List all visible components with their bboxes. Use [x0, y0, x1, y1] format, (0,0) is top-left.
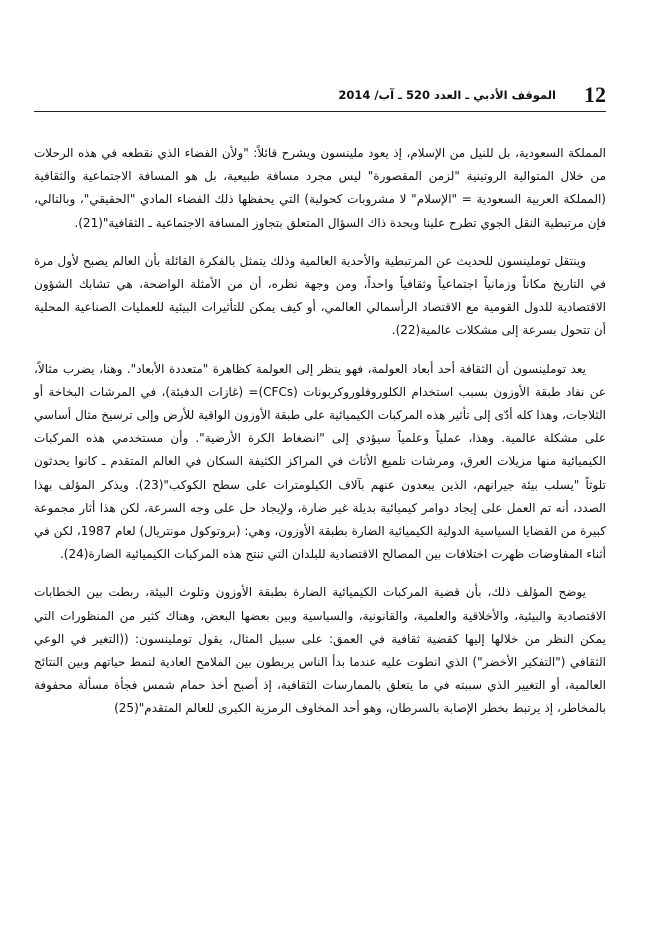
header-rule [34, 111, 606, 112]
paragraph: يوضح المؤلف ذلك، بأن قضية المركبات الكيميائية الضارة بطبقة الأوزون وتلوث البيئة، ربطت بين الخطابات الاقتصادية والبيئية، والأخلاقية والعلمية، والقانونية، والسياسية وبين بعضها البعض، وهناك كثير من المنظورات التي يمكن النظر من خلالها إليها كقضية ثقافية في العمق: على سبيل المثال، يقول توملينسون: ((التغير في الوعي الثقافي ("التفكير الأخضر") الذي انطوت عليه عندما بدأ الناس يربطون بين الملامح العادية لنمط حياتهم وبين النتائج العالمية، أو التغيير الذي سببته في ما يتعلق بالممارسات الثقافية، إذ أصبح أخذ حمام شمس فجأة مسألة محفوفة بالمخاطر، إذ يرتبط بخطر الإصابة بالسرطان، وهو أحد المخاوف الرمزية الكبرى للعالم المتقدم"(25) [34, 585, 606, 716]
article-body [34, 142, 606, 739]
paragraph: المملكة السعودية، بل للنيل من الإسلام، إذ يعود ملينسون ويشرح قائلاً: "ولأن الفضاء الذي نقطعه في هذه الرحلات من خلال المتوالية الروتينية "لزمن المقصورة" ليس مجرد مسافة طبيعية، بل هو المسافة الاجتماعية والثقافية (المملكة العربية السعودية = "الإسلام" لا مشروبات كحولية) التي يحفظها ذلك الفضاء المادي "الحقيقي"، وبالتالي، فإن مرتبطية النقل الجوي تطرح علينا وبحدة ذاك السؤال المتعلق بتجاوز المسافة الاجتماعية ـ الثقافية"(21). [34, 146, 606, 230]
paragraph: وينتقل توملينسون للحديث عن المرتبطية والأحدية العالمية وذلك يتمثل بالفكرة القائلة بأن العالم يصبح لأول مرة في التاريخ مكاناً وزمانياً اجتماعياً وثقافياً واحداً، ومن وجهة نظره، أن من الأمثلة الواضحة، هي تشابك الشؤون الاقتصادية للدول القومية مع الاقتصاد الرأسمالي العالمي، أو كيف يمكن للتأثيرات البيئية للعمليات الصناعية المحلية أن تتحول بسرعة إلى مشكلات عالمية(22). [34, 253, 606, 338]
paragraph: يعد توملينسون أن الثقافة أحد أبعاد العولمة، فهو ينظر إلى العولمة كظاهرة "متعددة الأبعاد". وهنا، يضرب مثالاً، عن نفاد طبقة الأوزون بسبب استخدام الكلوروفلوروكربونات (CFCs)= (غازات الدفيئة)، في المرشات البخاخة أو الثلاجات، وهذا كله أدّى إلى تأثير هذه المركبات الكيميائية على طبقة الأوزون الواقية للأرض وإلى ترسيخ مثال أساسي على مشكلة عالمية. وهذا، عملياً وعلمياً سيؤدي إلى "انضغاط الكرة الأرضية". وأن مستخدمي هذه المركبات الكيميائية منها مزيلات العرق، ومرشات تلميع الأثاث في المراكز الكثيفة السكان في العالم المتقدم ـ كانوا يحدثون تلوثاً "يسلب بيئة جيرانهم، الذين يبعدون عنهم بآلاف الكيلومترات على سطح الكوكب"(23). ويذكر المؤلف بهذا الصدد، أنه تم العمل على إيجاد دوامر كيميائية بديلة غير ضارة، ولإيجاد حل على وجه السرعة، لكن هذا أثار مجموعة كبيرة من القضايا السياسية الدولية الكيميائية الضارة بطبقة الأوزون، وهي: (بروتوكول مونتريال) لعام 1987، لكن في أثناء المفاوضات ظهرت اختلافات بين المصالح الاقتصادية للبلدان التي تنتج هذه المركبات الكيميائية الضارة(24). [34, 361, 606, 562]
page-number: 12 [584, 82, 606, 107]
running-title: الموقف الأدبي ـ العدد 520 ـ آب/ 2014 [338, 88, 556, 102]
page-header [34, 82, 606, 110]
